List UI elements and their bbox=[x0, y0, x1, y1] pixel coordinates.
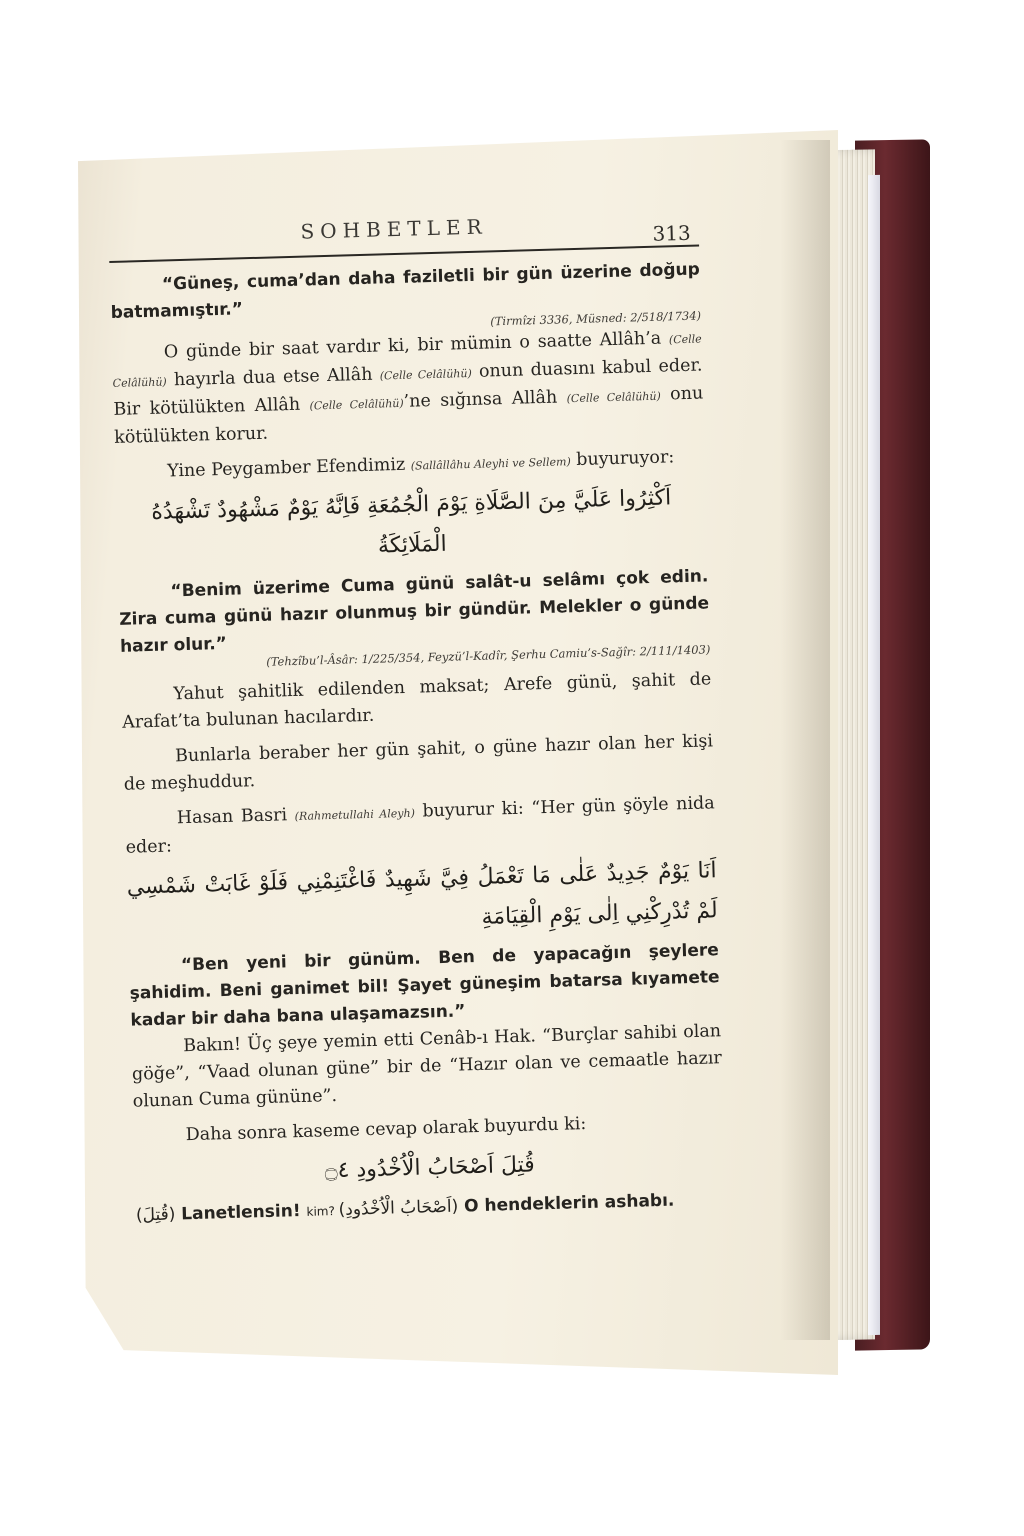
honorific: (Celle Celâlühü) bbox=[112, 332, 702, 390]
citation: (Tirmîzi 3336, Müsned: 2/518/1734) bbox=[490, 308, 702, 329]
citation: (Tehzîbu’l-Âsâr: 1/225/354, Feyzü’l-Kadîr, Şerhu Camiu’s-Sağîr: 2/111/1403) bbox=[266, 642, 711, 669]
paragraph: Yine Peygamber Efendimiz (Sallâllâhu Aleyhi ve Sellem) buyuruyor: bbox=[166, 447, 675, 482]
arabic-saying: اَنَا يَوْمٌ جَدِيدٌ عَلٰى مَا تَعْمَلُ فِيَّ شَهِيدٌ فَاغْتَنِمْنِي فَلَوْ غَابَتْ شَمْسِي لَمْ تُدْرِكْنِي اِلٰى يَوْمِ الْقِيَامَةِ bbox=[126, 858, 719, 930]
page-text-block bbox=[108, 199, 726, 1231]
paragraph: O günde bir saat vardır ki, bir mümin o saatte Allâh’a (Celle Celâlühü) hayırla dua etse Allâh (Celle Celâlühü) onun duasını kabul eder. Bir kötülükten Allâh (Celle Celâlühü)’ne sığınsa Allâh (Celle Celâlühü) onu kötülükten korur. bbox=[112, 328, 704, 448]
gutter-shadow bbox=[780, 140, 830, 1340]
saying-translation: “Ben yeni bir günüm. Ben de yapacağın şeylere şahidim. Beni ganimet bil! Şayet güneşim batarsa kıyamete kadar bir daha bana ulaşamazsın.” bbox=[129, 940, 720, 1031]
honorific: (Celle Celâlühü) bbox=[379, 366, 472, 383]
paragraph: Bakın! Üç şeye yemin etti Cenâb-ı Hak. “Burçlar sahibi olan göğe”, “Vaad olunan güne” bir de “Hazır olan ve cemaatle hazır olunan Cuma gününe”. bbox=[131, 1021, 723, 1112]
honorific: (Celle Celâlühü) bbox=[566, 389, 661, 406]
running-title: SOHBETLER bbox=[300, 214, 488, 244]
page-number: 313 bbox=[652, 220, 692, 246]
hadith-quote: “Güneş, cuma’dan daha faziletli bir gün üzerine doğup batmamıştır.” bbox=[110, 259, 701, 323]
paragraph: Yahut şahitlik edilenden maksat; Arefe günü, şahit de Arafat’ta bulunan hacılardır. bbox=[121, 669, 712, 733]
paragraph: Hasan Basri (Rahmetullahi Aleyh) buyurur ki: “Her gün şöyle nida eder: bbox=[125, 793, 715, 858]
paragraph: Daha sonra kaseme cevap olarak buyurdu ki: bbox=[185, 1114, 587, 1146]
verse-explanation: (قُتِلَ) Lanetlensin! kim? (اَصْحَابُ الْاُخْدُودِ) O hendeklerin ashabı. bbox=[135, 1190, 675, 1226]
arabic-hadith: اَكْثِرُوا عَلَيَّ مِنَ الصَّلَاةِ يَوْمَ الْجُمُعَةِ فَاِنَّهُ يَوْمٌ مَشْهُودٌ تَشْهَدُهُ الْمَلَائِكَةُ bbox=[150, 485, 672, 559]
paragraph: Bunlarla beraber her gün şahit, o güne hazır olan her kişi de meşhuddur. bbox=[123, 731, 714, 795]
arabic-verse: قُتِلَ اَصْحَابُ الْاُخْدُودِ ۝٤ bbox=[324, 1152, 536, 1184]
page-edge-highlight bbox=[868, 175, 880, 1335]
hadith-translation: “Benim üzerime Cuma günü salât-u selâmı çok edin. Zira cuma günü hazır olunmuş bir gündür. Melekler o günde hazır olur.” bbox=[119, 566, 710, 657]
honorific: (Celle Celâlühü) bbox=[309, 396, 404, 413]
honorific: (Sallâllâhu Aleyhi ve Sellem) bbox=[410, 455, 571, 473]
honorific: (Rahmetullahi Aleyh) bbox=[294, 806, 416, 824]
